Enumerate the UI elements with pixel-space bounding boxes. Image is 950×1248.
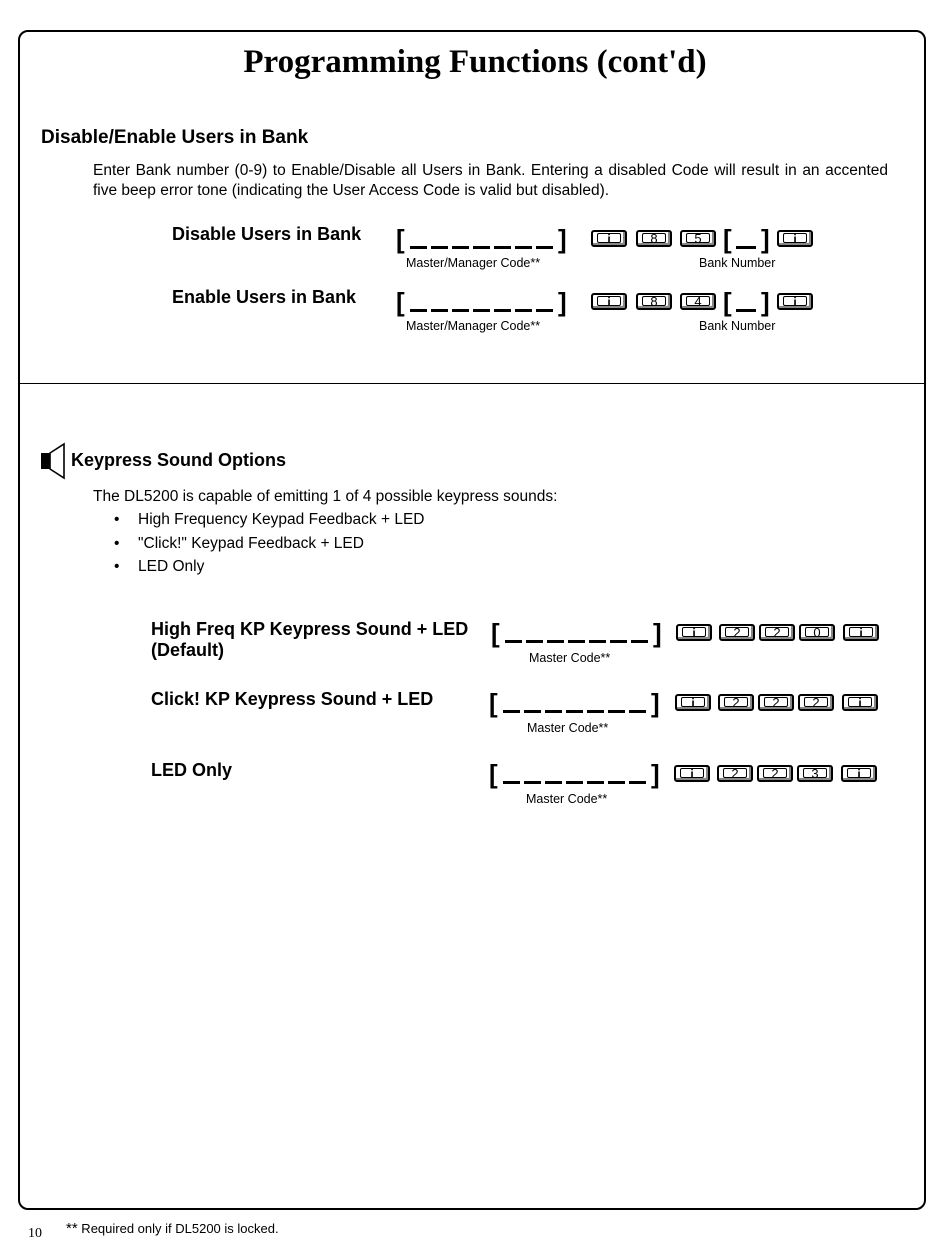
footer-note bbox=[66, 1220, 279, 1237]
code-digit-blank bbox=[568, 640, 585, 643]
code-digit-blank bbox=[566, 710, 583, 713]
row-label-disable: Disable Users in Bank bbox=[172, 224, 362, 244]
code-digit-blank bbox=[566, 781, 583, 784]
code-digit-blank bbox=[589, 640, 606, 643]
master-code-caption: Master/Manager Code** bbox=[406, 319, 541, 333]
code-digit-blank bbox=[473, 309, 490, 312]
code-digit-blank bbox=[452, 309, 469, 312]
key-2-button: 2 bbox=[718, 694, 754, 711]
footnote-text: Required only if DL5200 is locked. bbox=[77, 1221, 279, 1236]
bank-number-entry-enable: [ ] bbox=[723, 287, 770, 317]
key-i-button: i bbox=[591, 230, 627, 247]
code-digit-blank bbox=[608, 781, 625, 784]
code-digit-blank bbox=[431, 246, 448, 249]
master-code-entry-high-freq: [ ] bbox=[491, 618, 662, 648]
key-2-button: 2 bbox=[757, 765, 793, 782]
page-number: 10 bbox=[28, 1226, 42, 1241]
row-label-high-freq: High Freq KP Keypress Sound + LED (Default) bbox=[151, 619, 469, 660]
code-digit-blank bbox=[536, 309, 553, 312]
key-i-button: i bbox=[777, 230, 813, 247]
section-intro-keypress: The DL5200 is capable of emitting 1 of 4 possible keypress sounds: bbox=[93, 488, 558, 505]
code-digit-blank bbox=[503, 781, 520, 784]
code-digit-blank bbox=[587, 781, 604, 784]
key-5-button: 5 bbox=[680, 230, 716, 247]
code-digit-blank bbox=[547, 640, 564, 643]
key-i-button: i bbox=[842, 694, 878, 711]
code-digit-blank bbox=[587, 710, 604, 713]
code-digit-blank bbox=[629, 781, 646, 784]
code-digit-blank bbox=[410, 309, 427, 312]
section-divider bbox=[18, 383, 926, 384]
key-2-button: 2 bbox=[758, 694, 794, 711]
code-digit-blank bbox=[536, 246, 553, 249]
master-code-caption: Master Code** bbox=[527, 721, 609, 735]
master-code-entry-disable: [ ] bbox=[396, 224, 567, 254]
code-digit-blank bbox=[524, 781, 541, 784]
code-digit-blank bbox=[515, 309, 532, 312]
code-digit-blank bbox=[505, 640, 522, 643]
key-i-button: i bbox=[674, 765, 710, 782]
section-heading-keypress: Keypress Sound Options bbox=[71, 450, 287, 470]
master-code-caption: Master/Manager Code** bbox=[406, 256, 541, 270]
speaker-icon bbox=[40, 442, 66, 480]
code-digit-blank bbox=[524, 710, 541, 713]
key-4-button: 4 bbox=[680, 293, 716, 310]
key-i-button: i bbox=[675, 694, 711, 711]
row-label-led-only: LED Only bbox=[151, 760, 233, 780]
code-digit-blank bbox=[431, 309, 448, 312]
code-digit-blank bbox=[503, 710, 520, 713]
master-code-entry-click: [ ] bbox=[489, 688, 660, 718]
key-8-button: 8 bbox=[636, 230, 672, 247]
key-2-button: 2 bbox=[798, 694, 834, 711]
key-0-button: 0 bbox=[799, 624, 835, 641]
code-digit-blank bbox=[494, 246, 511, 249]
code-digit-blank bbox=[545, 710, 562, 713]
code-digit-blank bbox=[515, 246, 532, 249]
list-item: • "Click!" Keypad Feedback + LED bbox=[114, 534, 425, 558]
list-item: • High Frequency Keypad Feedback + LED bbox=[114, 510, 425, 534]
keypress-sound-list bbox=[114, 510, 425, 581]
code-digit-blank bbox=[473, 246, 490, 249]
key-i-button: i bbox=[843, 624, 879, 641]
bank-number-entry-disable: [ ] bbox=[723, 224, 770, 254]
footnote-marker: ** bbox=[66, 1220, 78, 1237]
bank-number-caption: Bank Number bbox=[699, 319, 776, 333]
code-digit-blank bbox=[631, 640, 648, 643]
code-digit-blank bbox=[494, 309, 511, 312]
master-code-caption: Master Code** bbox=[529, 651, 611, 665]
row-label-click: Click! KP Keypress Sound + LED bbox=[151, 689, 434, 709]
master-code-entry-led-only: [ ] bbox=[489, 759, 660, 789]
master-code-caption: Master Code** bbox=[526, 792, 608, 806]
code-digit-blank bbox=[545, 781, 562, 784]
code-digit-blank bbox=[410, 246, 427, 249]
key-2-button: 2 bbox=[719, 624, 755, 641]
key-i-button: i bbox=[676, 624, 712, 641]
code-digit-blank bbox=[526, 640, 543, 643]
section-description-disable-enable: Enter Bank number (0-9) to Enable/Disable all Users in Bank. Entering a disabled Code will result in an accented five beep error tone (indicating the User Access Code is valid but disabled). bbox=[93, 162, 888, 199]
key-i-button: i bbox=[591, 293, 627, 310]
code-digit-blank bbox=[452, 246, 469, 249]
key-2-button: 2 bbox=[717, 765, 753, 782]
key-2-button: 2 bbox=[759, 624, 795, 641]
bank-number-caption: Bank Number bbox=[699, 256, 776, 270]
code-digit-blank bbox=[608, 710, 625, 713]
key-i-button: i bbox=[777, 293, 813, 310]
key-3-button: 3 bbox=[797, 765, 833, 782]
master-code-entry-enable: [ ] bbox=[396, 287, 567, 317]
section-heading-disable-enable: Disable/Enable Users in Bank bbox=[41, 127, 309, 148]
key-i-button: i bbox=[841, 765, 877, 782]
key-8-button: 8 bbox=[636, 293, 672, 310]
code-digit-blank bbox=[610, 640, 627, 643]
list-item: • LED Only bbox=[114, 557, 425, 581]
page-title: Programming Functions (cont'd) bbox=[243, 44, 707, 80]
code-digit-blank bbox=[629, 710, 646, 713]
row-label-enable: Enable Users in Bank bbox=[172, 287, 357, 307]
